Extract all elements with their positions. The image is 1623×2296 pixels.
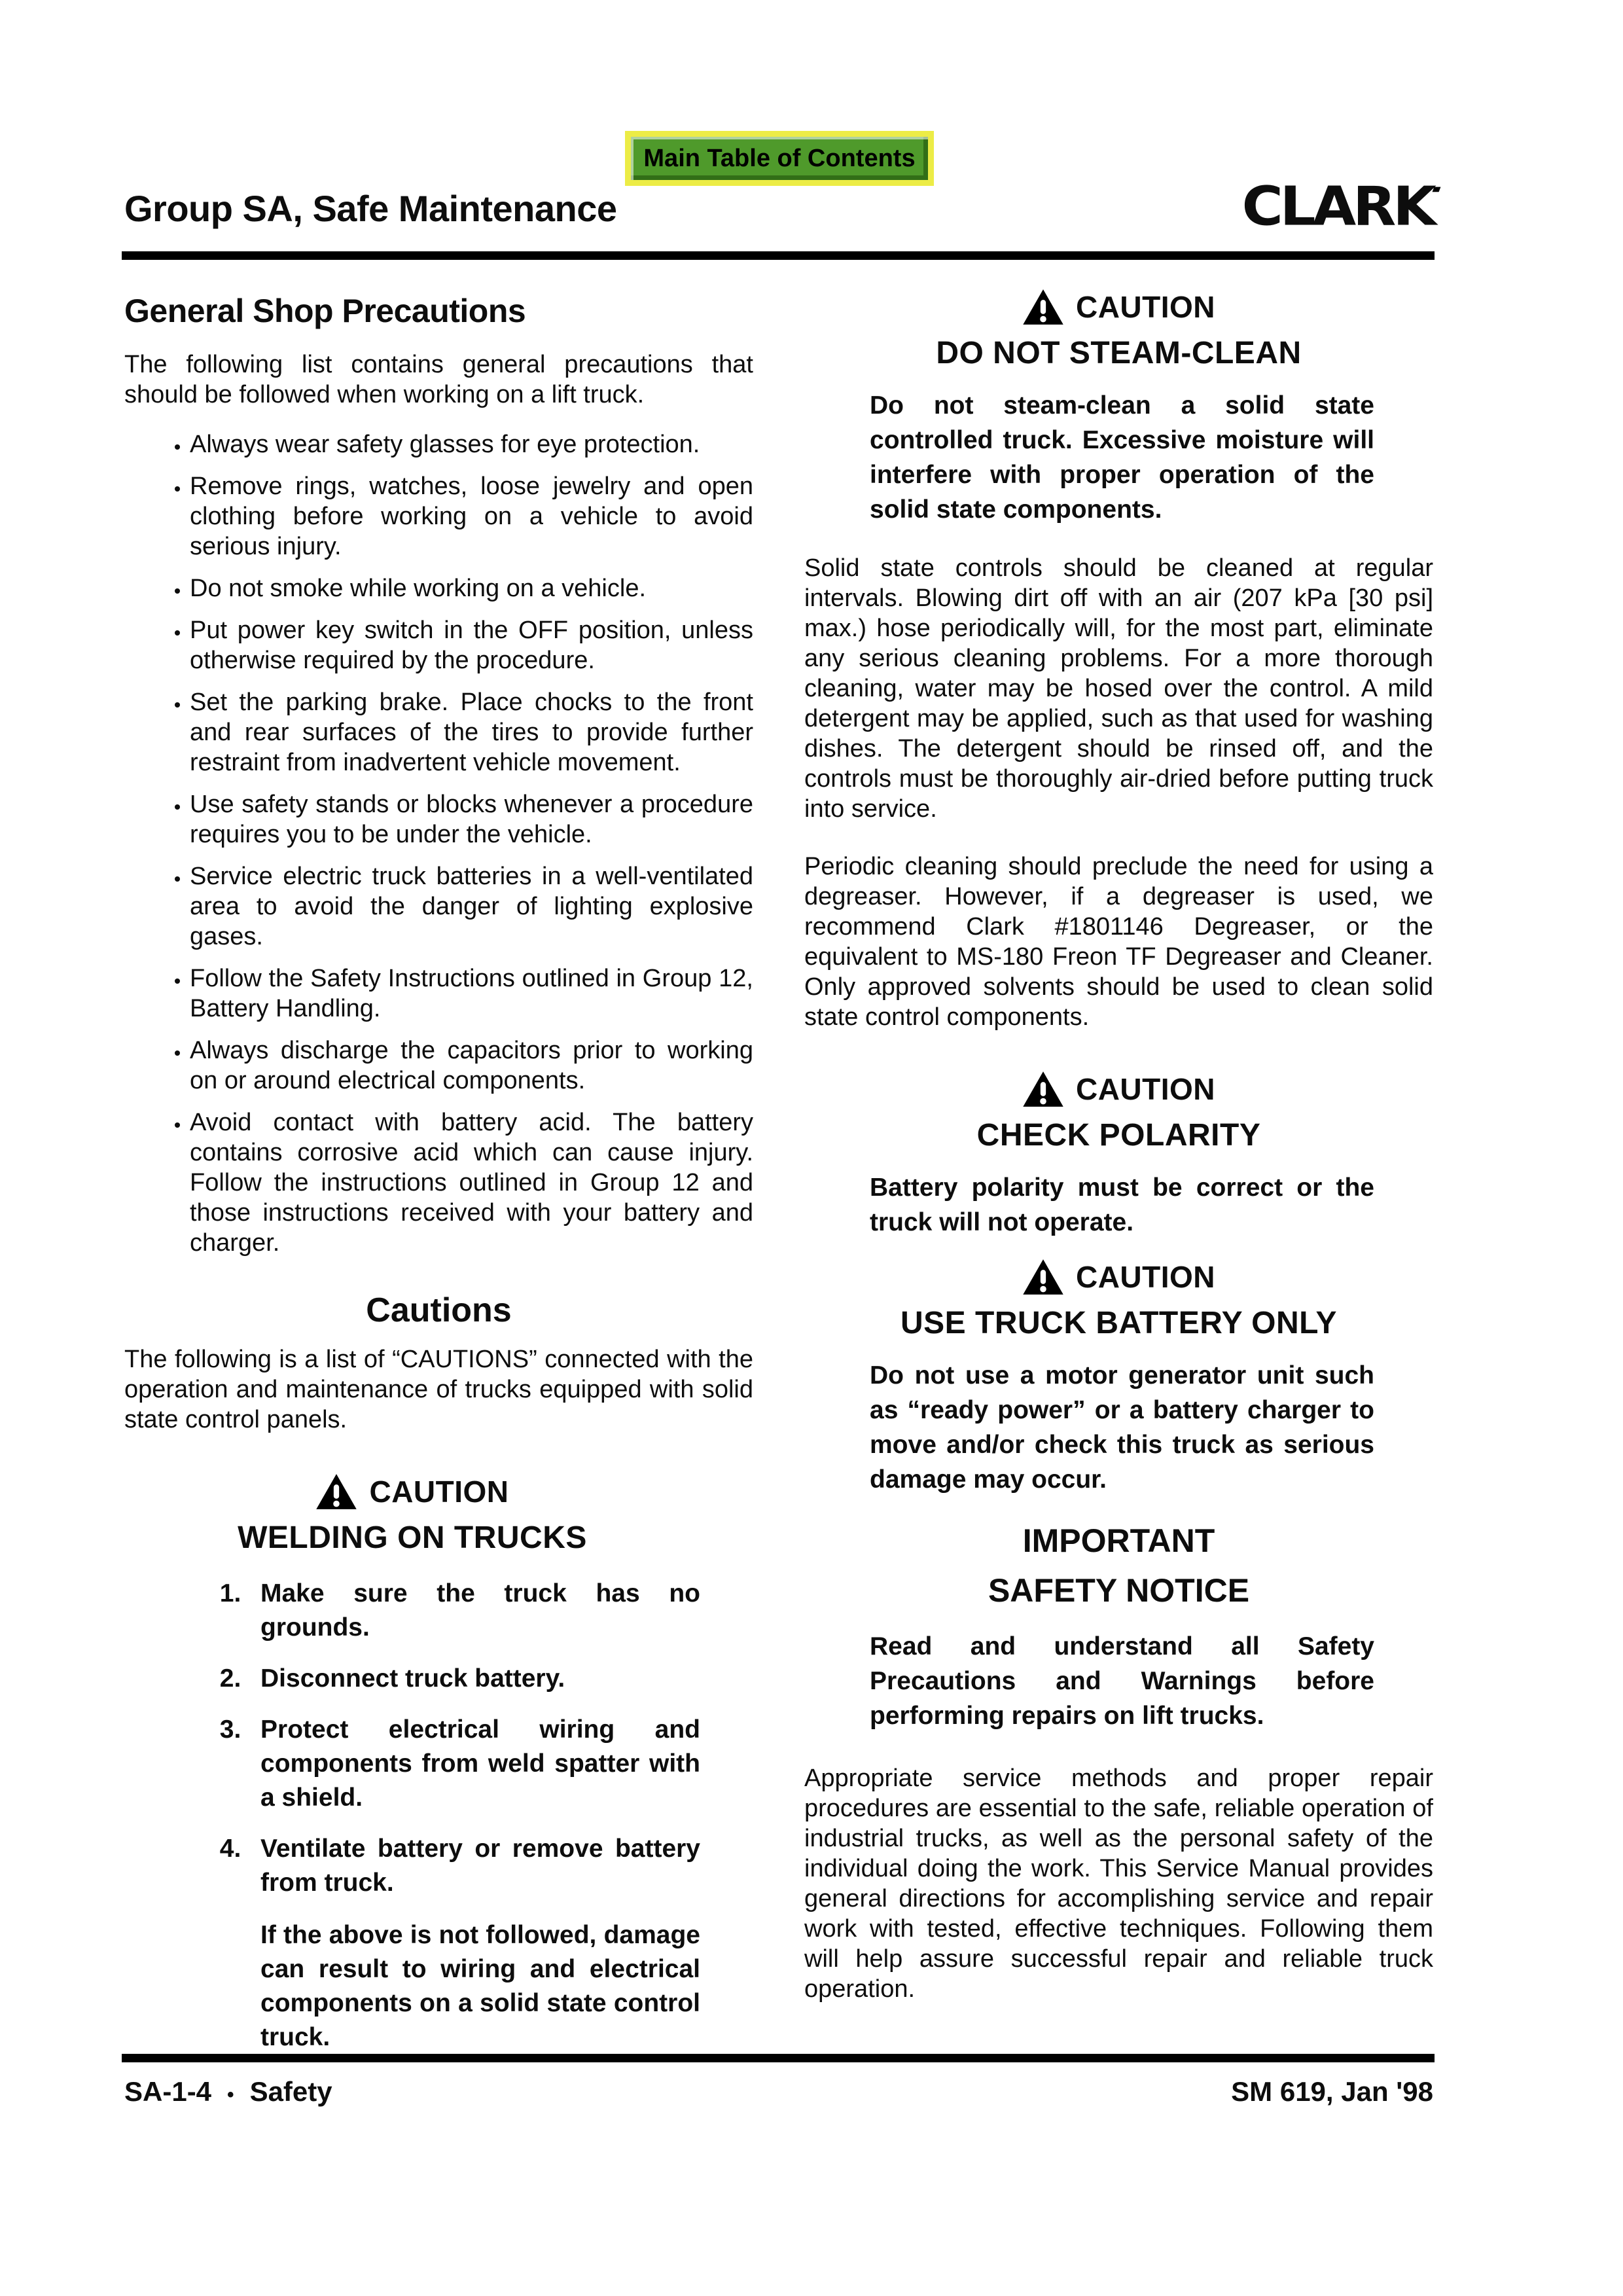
safety-notice-heading: SAFETY NOTICE bbox=[988, 1572, 1250, 1609]
header-rule bbox=[122, 251, 1435, 260]
caution-header bbox=[804, 288, 1433, 326]
shop-precautions-heading: General Shop Precautions bbox=[124, 293, 526, 329]
caution-header bbox=[804, 1258, 1433, 1296]
precaution-item: • Always wear safety glasses for eye protection. bbox=[190, 429, 753, 459]
cautions-heading: Cautions bbox=[366, 1291, 512, 1329]
right-column bbox=[804, 288, 1433, 2054]
caution-triangle-icon bbox=[1022, 1258, 1064, 1296]
polarity-caution-title: CHECK POLARITY bbox=[976, 1118, 1261, 1153]
two-column-body bbox=[124, 288, 1433, 2054]
welding-step-item: 1. Make sure the truck has no grounds. bbox=[255, 1577, 700, 1645]
precaution-item: • Set the parking brake. Place chocks to the front and rear surfaces of the tires to provide further restraint from inadvertent vehicle movement. bbox=[190, 687, 753, 778]
battery-only-caution-body: Do not use a motor generator unit such as “ready power” or a battery charger to move and/or check this truck as serious damage may occur. bbox=[870, 1361, 1374, 1494]
cleaning-paragraph-1: Solid state controls should be cleaned at regular intervals. Blowing dirt off with an air (207 kPa [30 psi] max.) hose periodically will, for the most part, eliminate any serious cleaning problems. For a more thorough cleaning, water may be hosed over the control. A mild detergent may be applied, such as that used for washing dishes. The detergent should be rinsed off, and the controls must be thoroughly air-dried before putting truck into service. bbox=[804, 554, 1433, 823]
precaution-item: • Put power key switch in the OFF position, unless otherwise required by the procedure. bbox=[190, 615, 753, 675]
caution-triangle-icon bbox=[1022, 288, 1064, 326]
page-footer bbox=[124, 2076, 1433, 2108]
precaution-item: • Do not smoke while working on a vehicle. bbox=[190, 573, 753, 603]
caution-triangle-icon bbox=[315, 1473, 357, 1511]
shop-precautions-intro: The following list contains general precautions that should be followed when working on a lift truck. bbox=[124, 351, 753, 408]
footer-section-label: Safety bbox=[249, 2076, 332, 2107]
precaution-item: • Avoid contact with battery acid. The battery contains corrosive acid which can cause injury. Follow the instructions outlined in Group 12 and those instructions received with your battery and charger. bbox=[190, 1107, 753, 1258]
footer-page-id bbox=[124, 2076, 332, 2108]
main-toc-button[interactable]: Main Table of Contents bbox=[625, 131, 934, 186]
caution-header bbox=[124, 1473, 700, 1511]
clark-logo: CLARK bbox=[1241, 175, 1433, 238]
welding-step-item: 3. Protect electrical wiring and components from weld spatter with a shield. bbox=[255, 1713, 700, 1815]
precaution-item: • Always discharge the capacitors prior to working on or around electrical components. bbox=[190, 1035, 753, 1096]
steam-caution-body: Do not steam-clean a solid state controlled truck. Excessive moisture will interfere with proper operation of the solid state components. bbox=[870, 391, 1374, 524]
caution-label: CAUTION bbox=[1075, 290, 1216, 324]
footer-rule bbox=[122, 2054, 1435, 2062]
caution-label: CAUTION bbox=[369, 1475, 509, 1509]
precaution-item: • Remove rings, watches, loose jewelry and open clothing before working on a vehicle to avoid serious injury. bbox=[190, 471, 753, 562]
cautions-intro: The following is a list of “CAUTIONS” connected with the operation and maintenance of trucks equipped with solid state control panels. bbox=[124, 1346, 753, 1433]
closing-paragraph: Appropriate service methods and proper repair procedures are essential to the safe, reliable operation of industrial trucks, as well as the personal safety of the individual doing the work. This Service Manual provides general directions for accomplishing service and repair work with tested, effective techniques. Following them will help assure successful repair and reliable truck operation. bbox=[804, 1765, 1433, 2003]
left-column bbox=[124, 288, 753, 2054]
welding-step-item: 4. Ventilate battery or remove battery from truck. bbox=[255, 1832, 700, 1900]
page-title: Group SA, Safe Maintenance bbox=[124, 187, 617, 229]
safety-notice-body: Read and understand all Safety Precautions and Warnings before performing repairs on lift trucks. bbox=[870, 1632, 1374, 1730]
footer-manual-id: SM 619, Jan '98 bbox=[1231, 2076, 1433, 2107]
important-heading: IMPORTANT bbox=[1022, 1522, 1215, 1559]
caution-triangle-icon bbox=[1022, 1070, 1064, 1108]
welding-note: If the above is not followed, damage can result to wiring and electrical components on a solid state control truck. bbox=[260, 1921, 700, 2051]
welding-step-item: 2. Disconnect truck battery. bbox=[255, 1662, 700, 1696]
cleaning-paragraph-2: Periodic cleaning should preclude the need for using a degreaser. However, if a degreaser is used, we recommend Clark #1801146 Degreaser, or the equivalent to MS-180 Freon TF Degreaser and Cleaner. Only approved solvents should be used to clean solid state control components. bbox=[804, 853, 1433, 1031]
caution-header bbox=[804, 1070, 1433, 1108]
steam-caution-title: DO NOT STEAM-CLEAN bbox=[936, 336, 1302, 370]
footer-separator: • bbox=[227, 2084, 234, 2106]
precaution-item: • Service electric truck batteries in a well-ventilated area to avoid the danger of lighting explosive gases. bbox=[190, 861, 753, 952]
caution-label: CAUTION bbox=[1075, 1072, 1216, 1106]
battery-only-caution-title: USE TRUCK BATTERY ONLY bbox=[900, 1306, 1338, 1340]
polarity-caution-body: Battery polarity must be correct or the truck will not operate. bbox=[870, 1174, 1374, 1236]
welding-caution-title: WELDING ON TRUCKS bbox=[238, 1520, 587, 1555]
page-header bbox=[124, 175, 1433, 238]
precaution-item: • Follow the Safety Instructions outlined in Group 12, Battery Handling. bbox=[190, 963, 753, 1024]
precautions-list bbox=[124, 429, 753, 1258]
precaution-item: • Use safety stands or blocks whenever a procedure requires you to be under the vehicle. bbox=[190, 789, 753, 850]
footer-page-code: SA-1-4 bbox=[124, 2076, 212, 2107]
welding-caution-block bbox=[124, 1473, 700, 2054]
welding-steps-list bbox=[124, 1577, 700, 1900]
caution-label: CAUTION bbox=[1075, 1260, 1216, 1294]
